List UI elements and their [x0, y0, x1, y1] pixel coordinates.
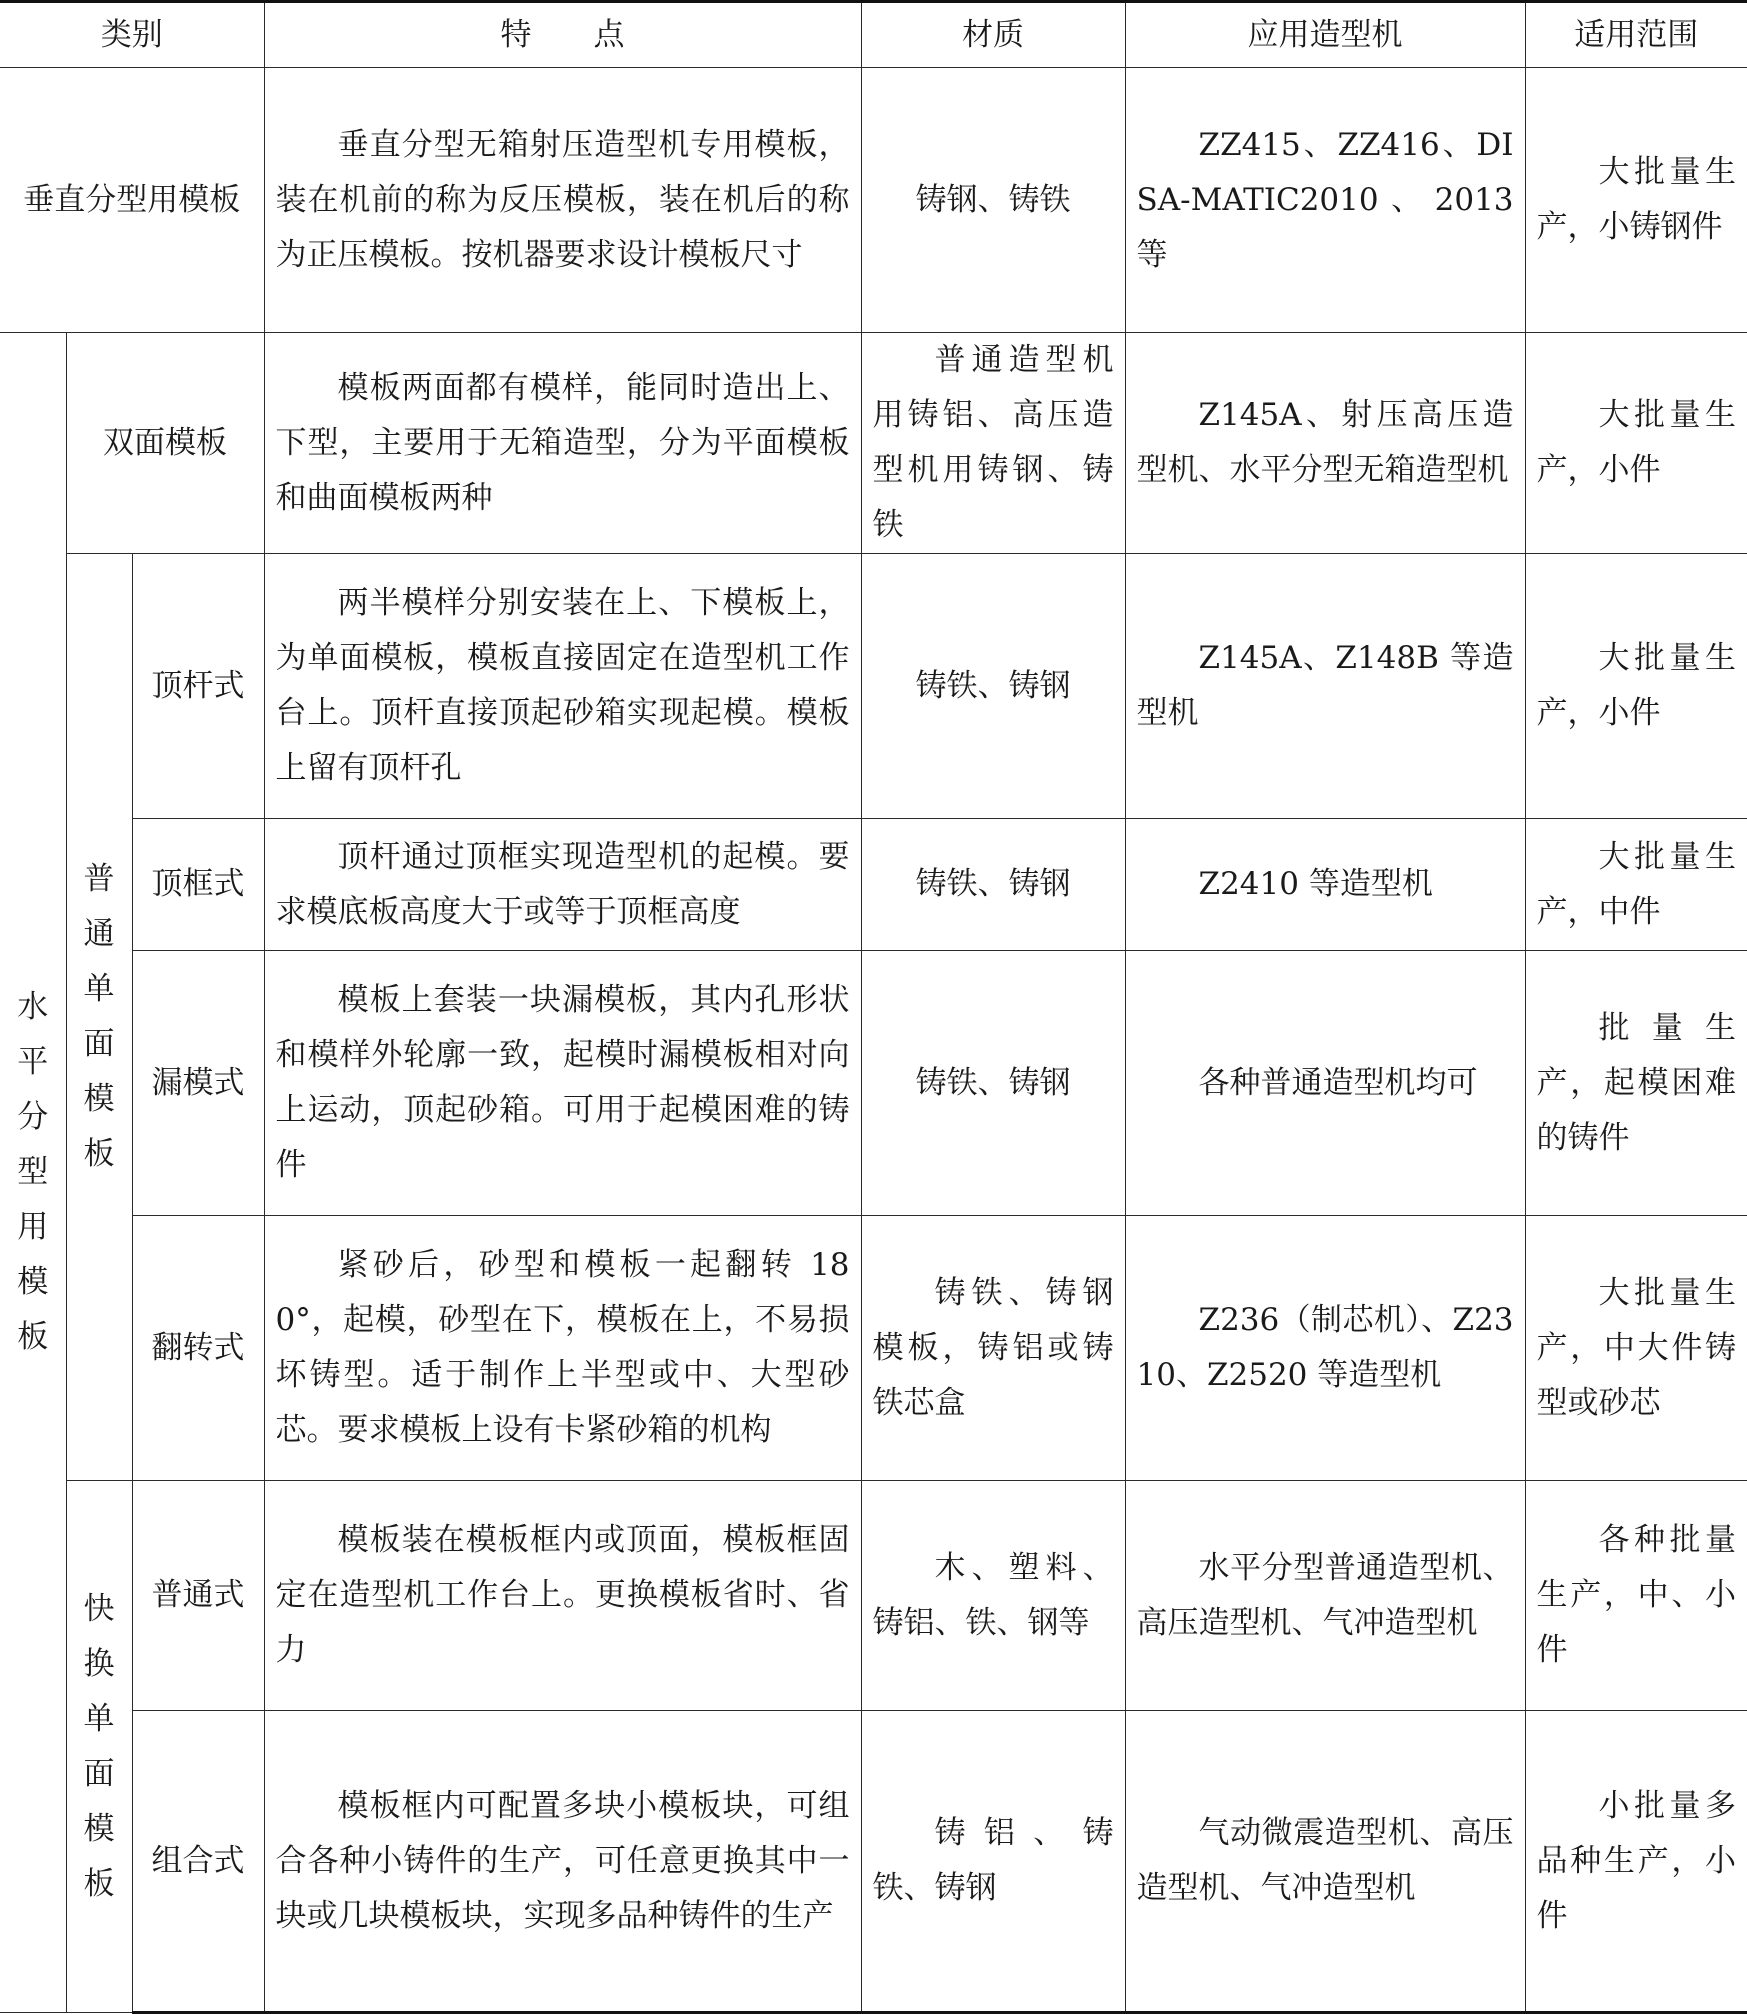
- scope-cell: 各种批量生产，中、小件: [1525, 1481, 1747, 1711]
- machine-cell: 气动微震造型机、高压造型机、气冲造型机: [1125, 1711, 1525, 2013]
- feature-cell: 模板框内可配置多块小模板块，可组合各种小铸件的生产，可任意更换其中一块或几块模板块，实现多品种铸件的生产: [264, 1711, 861, 2013]
- feature-cell: 顶杆通过顶框实现造型机的起模。要求模底板高度大于或等于顶框高度: [264, 819, 861, 951]
- header-feature: 特 点: [264, 2, 861, 68]
- category-cell: 普通式: [132, 1481, 264, 1711]
- table-row: [0, 1216, 1747, 1481]
- machine-cell: Z236（制芯机）、Z2310、Z2520 等造型机: [1125, 1216, 1525, 1481]
- material-cell: 铸铁、铸钢: [861, 819, 1125, 951]
- category-cell: 垂直分型用模板: [0, 68, 264, 333]
- material-cell: 铸钢、铸铁: [861, 68, 1125, 333]
- scope-cell: 大批量生产，小件: [1525, 333, 1747, 554]
- machine-cell: Z145A、射压高压造型机、水平分型无箱造型机: [1125, 333, 1525, 554]
- category-cell: 双面模板: [66, 333, 264, 554]
- material-cell: 铸铝、铸铁、铸钢: [861, 1711, 1125, 2013]
- category-cell: 组合式: [132, 1711, 264, 2013]
- table-row: [0, 1481, 1747, 1711]
- scope-cell: 小批量多品种生产，小件: [1525, 1711, 1747, 2013]
- table-row: [0, 951, 1747, 1216]
- scope-cell: 批量生产，起模困难的铸件: [1525, 951, 1747, 1216]
- table-row: [0, 1711, 1747, 2013]
- scope-cell: 大批量生产，小铸钢件: [1525, 68, 1747, 333]
- header-scope: 适用范围: [1525, 2, 1747, 68]
- group-quick-single: 快换单面模板: [66, 1481, 132, 2013]
- header-machine: 应用造型机: [1125, 2, 1525, 68]
- table-row: [0, 333, 1747, 554]
- feature-cell: 模板装在模板框内或顶面，模板框固定在造型机工作台上。更换模板省时、省力: [264, 1481, 861, 1711]
- table-row: [0, 554, 1747, 819]
- table-row: [0, 819, 1747, 951]
- machine-cell: Z145A、Z148B 等造型机: [1125, 554, 1525, 819]
- table-row: [0, 68, 1747, 333]
- header-row: [0, 2, 1747, 68]
- scope-cell: 大批量生产，小件: [1525, 554, 1747, 819]
- feature-cell: 模板两面都有模样，能同时造出上、下型，主要用于无箱造型，分为平面模板和曲面模板两种: [264, 333, 861, 554]
- group-horizontal: 水平分型用模板: [0, 333, 66, 2013]
- machine-cell: 各种普通造型机均可: [1125, 951, 1525, 1216]
- material-cell: 铸铁、铸钢模板，铸铝或铸铁芯盒: [861, 1216, 1125, 1481]
- category-cell: 翻转式: [132, 1216, 264, 1481]
- material-cell: 木、塑料、铸铝、铁、钢等: [861, 1481, 1125, 1711]
- material-cell: 普通造型机用铸铝、高压造型机用铸钢、铸铁: [861, 333, 1125, 554]
- header-category: 类别: [0, 2, 264, 68]
- material-cell: 铸铁、铸钢: [861, 554, 1125, 819]
- category-cell: 顶框式: [132, 819, 264, 951]
- category-cell: 漏模式: [132, 951, 264, 1216]
- material-cell: 铸铁、铸钢: [861, 951, 1125, 1216]
- feature-cell: 模板上套装一块漏模板，其内孔形状和模样外轮廓一致，起模时漏模板相对向上运动，顶起砂箱。可用于起模困难的铸件: [264, 951, 861, 1216]
- scope-cell: 大批量生产，中大件铸型或砂芯: [1525, 1216, 1747, 1481]
- machine-cell: 水平分型普通造型机、高压造型机、气冲造型机: [1125, 1481, 1525, 1711]
- feature-cell: 紧砂后，砂型和模板一起翻转 180°，起模，砂型在下，模板在上，不易损坏铸型。适于制作上半型或中、大型砂芯。要求模板上设有卡紧砂箱的机构: [264, 1216, 861, 1481]
- machine-cell: ZZ415、ZZ416、DISA-MATIC2010、2013 等: [1125, 68, 1525, 333]
- header-material: 材质: [861, 2, 1125, 68]
- scope-cell: 大批量生产，中件: [1525, 819, 1747, 951]
- category-cell: 顶杆式: [132, 554, 264, 819]
- group-ordinary-single: 普通单面模板: [66, 554, 132, 1481]
- feature-cell: 两半模样分别安装在上、下模板上，为单面模板，模板直接固定在造型机工作台上。顶杆直接顶起砂箱实现起模。模板上留有顶杆孔: [264, 554, 861, 819]
- machine-cell: Z2410 等造型机: [1125, 819, 1525, 951]
- feature-cell: 垂直分型无箱射压造型机专用模板，装在机前的称为反压模板，装在机后的称为正压模板。按机器要求设计模板尺寸: [264, 68, 861, 333]
